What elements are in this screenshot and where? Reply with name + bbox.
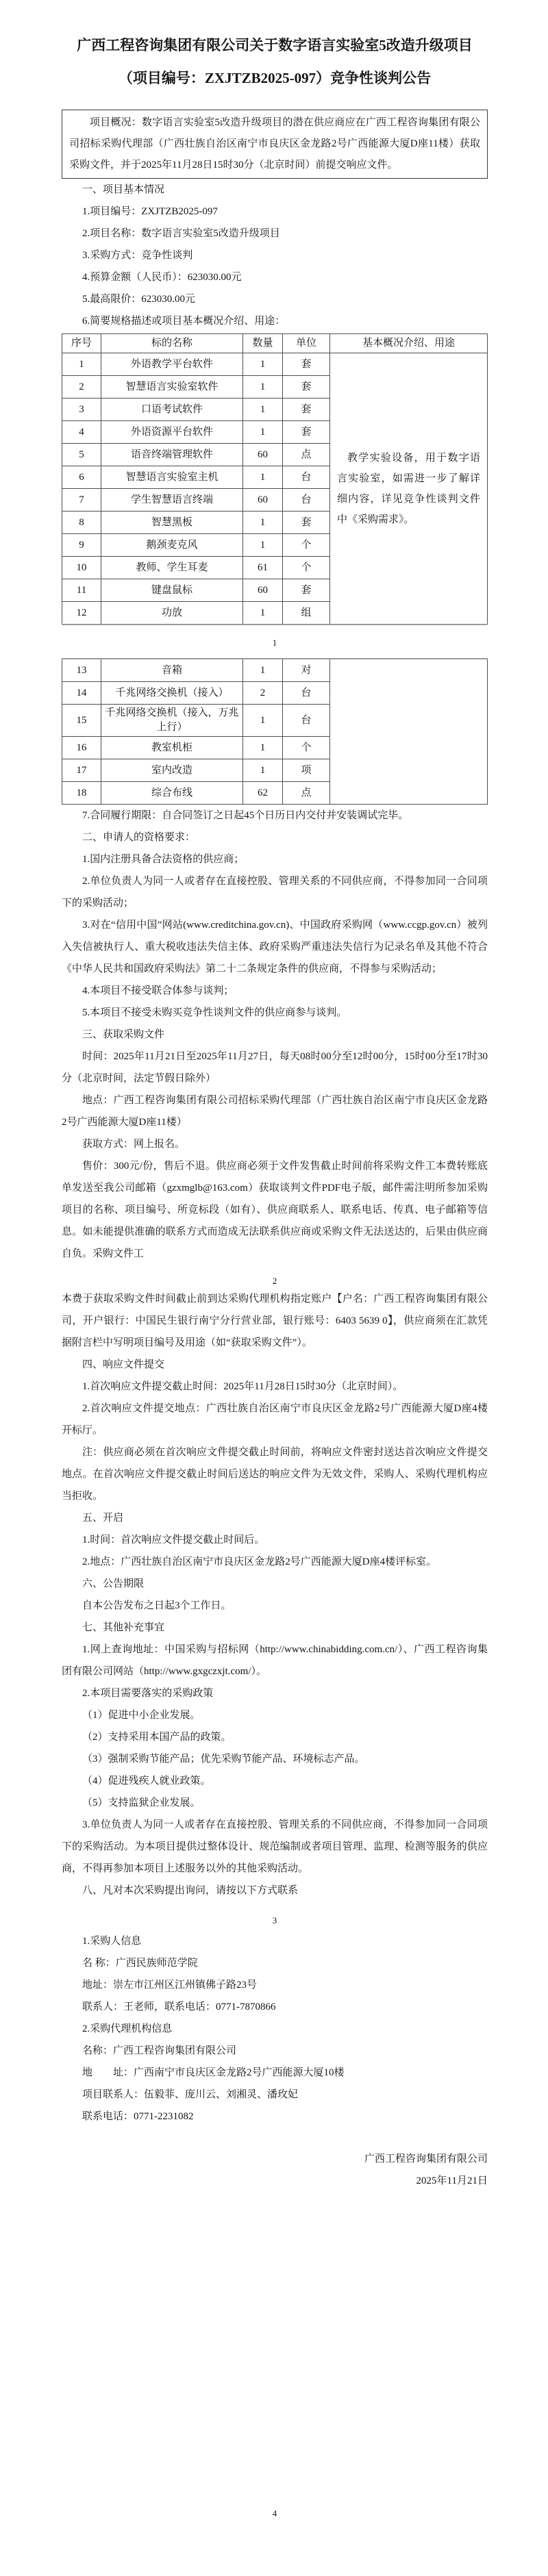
- signature-date: 2025年11月21日: [416, 2175, 488, 2186]
- s7-item-1: 1.网上查询地址：中国采购与招标网（http://www.chinabidding.com.cn/）、广西工程咨询集团有限公司网站（http://www.gxgczxjt.com/）。: [62, 1644, 488, 1677]
- cell-qty: 1: [243, 534, 283, 557]
- agency-phone: 联系电话：0771-2231082: [82, 2111, 194, 2122]
- cell-name: 智慧黑板: [101, 512, 243, 534]
- purchaser-address: 地址：崇左市江州区江州镇佛子路23号: [82, 1980, 258, 1991]
- s2-item-1: 1.国内注册具备合法资格的供应商；: [82, 854, 245, 865]
- s3-price-part1: 售价：300元/份，售后不退。供应商必须于文件发售截止时间前将采购文件工本费转账底单发送至我公司邮箱（gzxmglb@163.com）获取谈判文件PDF电子版，邮件需注明所参加采购项目的名称、项目编号、所竞标段（如有）、供应商联系人、联系电话、传真、电子邮箱等信息。如未能提供准确的联系方式而造成无法联系供应商或采购文件无法送达的，后果由供应商自负。采购文件工: [62, 1161, 488, 1259]
- cell-qty: 60: [243, 579, 283, 602]
- s1-item-project-name: 2.项目名称：数字语言实验室5改造升级项目: [82, 228, 280, 239]
- s7-item-3: 3.单位负责人为同一人或者存在直接控股、管理关系的不同供应商，不得参加同一合同项下的采购活动。为本项目提供过整体设计、规范编制或者项目管理、监理、检测等服务的供应商，不得再参加本项目上述服务以外的其他采购活动。: [62, 1819, 488, 1874]
- s1-item-contract-term: 7.合同履行期限：自合同签订之日起45个日历日内交付并安装调试完毕。: [82, 810, 409, 821]
- cell-no: 18: [62, 782, 101, 805]
- cell-unit: 个: [283, 737, 330, 759]
- cell-name: 智慧语言实验室主机: [101, 466, 243, 489]
- cell-no: 4: [62, 421, 101, 444]
- section-7-heading: 七、其他补充事宜: [82, 1622, 165, 1633]
- cell-name: 功放: [101, 602, 243, 625]
- cell-qty: 1: [243, 705, 283, 737]
- cell-no: 9: [62, 534, 101, 557]
- cell-qty: 61: [243, 557, 283, 579]
- table-row: [62, 659, 488, 682]
- table-header-row: [62, 334, 488, 353]
- cell-name: 教室机柜: [101, 737, 243, 759]
- doc-title-line2: （项目编号：ZXJTZB2025-097）竞争性谈判公告: [118, 70, 432, 86]
- cell-no: 10: [62, 557, 101, 579]
- s3-method: 获取方式：网上报名。: [82, 1139, 186, 1150]
- cell-no: 7: [62, 489, 101, 512]
- cell-no: 8: [62, 512, 101, 534]
- cell-unit: 个: [283, 557, 330, 579]
- s5-item-2: 2.地点：广西壮族自治区南宁市良庆区金龙路2号广西能源大厦D座4楼评标室。: [82, 1556, 437, 1567]
- col-header-qty: 数量: [243, 334, 283, 353]
- col-header-unit: 单位: [283, 334, 330, 353]
- cell-unit: 套: [283, 579, 330, 602]
- cell-name: 口语考试软件: [101, 399, 243, 421]
- purchaser-name: 名 称：广西民族师范学院: [82, 1958, 198, 1969]
- table-merged-empty: [330, 659, 488, 805]
- s2-item-2: 2.单位负责人为同一人或者存在直接控股、管理关系的不同供应商，不得参加同一合同项下的采购活动；: [62, 876, 488, 909]
- s1-item-budget: 4.预算金额（人民币）：623030.00元: [82, 272, 242, 283]
- s7-item-2: 2.本项目需要落实的采购政策: [82, 1688, 214, 1699]
- cell-name: 鹅颈麦克风: [101, 534, 243, 557]
- cell-unit: 台: [283, 705, 330, 737]
- cell-unit: 项: [283, 759, 330, 782]
- cell-qty: 62: [243, 782, 283, 805]
- cell-no: 3: [62, 399, 101, 421]
- cell-name: 千兆网络交换机（接入，万兆上行）: [101, 705, 243, 737]
- s5-item-1: 1.时间：首次响应文件提交截止时间后。: [82, 1535, 265, 1545]
- cell-qty: 1: [243, 602, 283, 625]
- cell-name: 语音终端管理软件: [101, 444, 243, 466]
- col-header-name: 标的名称: [101, 334, 243, 353]
- page-number-2: 2: [272, 1276, 277, 1286]
- page-number-1: 1: [272, 637, 277, 648]
- s6-body: 自本公告发布之日起3个工作日。: [82, 1600, 232, 1611]
- cell-no: 14: [62, 682, 101, 705]
- cell-name: 学生智慧语言终端: [101, 489, 243, 512]
- s7-policy-1: （1）促进中小企业发展。: [82, 1710, 201, 1721]
- goods-table-part2: [62, 658, 488, 805]
- col-header-no: 序号: [62, 334, 101, 353]
- s4-item-2: 2.首次响应文件提交地点：广西壮族自治区南宁市良庆区金龙路2号广西能源大厦D座4楼开标厅。: [62, 1403, 488, 1436]
- cell-no: 17: [62, 759, 101, 782]
- section-3-heading: 三、获取采购文件: [82, 1029, 165, 1040]
- section-4-heading: 四、响应文件提交: [82, 1359, 165, 1370]
- table-merged-note: 教学实验设备，用于数字语言实验室，如需进一步了解详细内容，详见竞争性谈判文件中《采购需求》。: [330, 353, 488, 625]
- cell-name: 音箱: [101, 659, 243, 682]
- agency-name: 名称：广西工程咨询集团有限公司: [82, 2045, 237, 2056]
- s3-place: 地点：广西工程咨询集团有限公司招标采购代理部（广西壮族自治区南宁市良庆区金龙路2号广西能源大厦D座11楼）: [62, 1095, 488, 1128]
- page-number-3: 3: [272, 1915, 277, 1925]
- s2-item-3: 3.对在“信用中国”网站(www.creditchina.gov.cn)、中国政府采购网（www.ccgp.gov.cn）被列入失信被执行人、重大税收违法失信主体、政府采购严重违法失信行为记录名单及其他不符合《中华人民共和国政府采购法》第二十二条规定条件的供应商，不得参与采购活动；: [62, 920, 488, 974]
- goods-table-part1: [62, 333, 488, 625]
- s7-policy-4: （4）促进残疾人就业政策。: [82, 1776, 211, 1786]
- s1-item-spec-intro: 6.简要规格描述或项目基本概况介绍、用途：: [82, 316, 286, 327]
- cell-qty: 1: [243, 353, 283, 376]
- section-2-heading: 二、申请人的资格要求：: [82, 832, 196, 843]
- cell-no: 16: [62, 737, 101, 759]
- cell-unit: 台: [283, 682, 330, 705]
- cell-unit: 台: [283, 466, 330, 489]
- signature-company: 广西工程咨询集团有限公司: [364, 2154, 488, 2164]
- s4-item-1: 1.首次响应文件提交截止时间：2025年11月28日15时30分（北京时间）。: [82, 1381, 403, 1392]
- cell-unit: 套: [283, 353, 330, 376]
- cell-unit: 台: [283, 489, 330, 512]
- s4-note: 注：供应商必须在首次响应文件提交截止时间前，将响应文件密封送达首次响应文件提交地点。在首次响应文件提交截止时间后送达的响应文件为无效文件，采购人、采购代理机构应当拒收。: [62, 1447, 488, 1502]
- cell-name: 室内改造: [101, 759, 243, 782]
- page-number-4: 4: [272, 2508, 277, 2518]
- cell-qty: 60: [243, 489, 283, 512]
- cell-qty: 1: [243, 512, 283, 534]
- cell-qty: 1: [243, 421, 283, 444]
- s3-time: 时间：2025年11月21日至2025年11月27日，每天08时00分至12时00分，15时00分至17时30分（北京时间，法定节假日除外）: [62, 1051, 488, 1084]
- cell-unit: 点: [283, 444, 330, 466]
- agency-info-label: 2.采购代理机构信息: [82, 2023, 173, 2034]
- doc-title: [62, 29, 488, 94]
- cell-name: 键盘鼠标: [101, 579, 243, 602]
- section-1-heading: 一、项目基本情况: [82, 184, 165, 195]
- table-row: [62, 353, 488, 376]
- cell-unit: 套: [283, 421, 330, 444]
- cell-unit: 套: [283, 376, 330, 399]
- cell-no: 11: [62, 579, 101, 602]
- cell-qty: 1: [243, 376, 283, 399]
- cell-no: 2: [62, 376, 101, 399]
- cell-qty: 60: [243, 444, 283, 466]
- cell-unit: 组: [283, 602, 330, 625]
- cell-no: 5: [62, 444, 101, 466]
- section-8-heading: 八、凡对本次采购提出询问，请按以下方式联系: [82, 1885, 299, 1896]
- agency-contact: 项目联系人：伍毅菲、庞川云、刘湘灵、潘玫妃: [82, 2089, 299, 2100]
- cell-no: 6: [62, 466, 101, 489]
- s7-policy-3: （3）强制采购节能产品；优先采购节能产品、环境标志产品。: [82, 1754, 365, 1765]
- doc-title-line1: 广西工程咨询集团有限公司关于数字语言实验室5改造升级项目: [77, 37, 473, 53]
- section-5-heading: 五、开启: [82, 1513, 124, 1524]
- cell-no: 12: [62, 602, 101, 625]
- project-overview-text: 项目概况：数字语言实验室5改造升级项目的潜在供应商应在广西工程咨询集团有限公司招标采购代理部（广西壮族自治区南宁市良庆区金龙路2号广西能源大厦D座11楼）获取采购文件，并于2025年11月28日15时30分（北京时间）前提交响应文件。: [69, 117, 480, 171]
- purchaser-info-label: 1.采购人信息: [82, 1936, 142, 1947]
- cell-unit: 套: [283, 399, 330, 421]
- cell-unit: 套: [283, 512, 330, 534]
- cell-unit: 对: [283, 659, 330, 682]
- agency-address: 地 址：广西南宁市良庆区金龙路2号广西能源大厦10楼: [82, 2067, 345, 2078]
- s1-item-price-cap: 5.最高限价：623030.00元: [82, 294, 196, 305]
- project-overview-box: [62, 110, 488, 179]
- cell-name: 外语资源平台软件: [101, 421, 243, 444]
- s2-item-5: 5.本项目不接受未购买竞争性谈判文件的供应商参与谈判。: [82, 1007, 347, 1018]
- cell-name: 综合布线: [101, 782, 243, 805]
- s1-item-project-no: 1.项目编号：ZXJTZB2025-097: [82, 206, 218, 217]
- cell-name: 教师、学生耳麦: [101, 557, 243, 579]
- s1-item-method: 3.采购方式：竞争性谈判: [82, 250, 193, 261]
- col-header-desc: 基本概况介绍、用途: [330, 334, 488, 353]
- cell-no: 13: [62, 659, 101, 682]
- cell-qty: 2: [243, 682, 283, 705]
- cell-no: 1: [62, 353, 101, 376]
- cell-qty: 1: [243, 466, 283, 489]
- cell-unit: 点: [283, 782, 330, 805]
- cell-name: 千兆网络交换机（接入）: [101, 682, 243, 705]
- cell-qty: 1: [243, 659, 283, 682]
- s2-item-4: 4.本项目不接受联合体参与谈判；: [82, 985, 234, 996]
- s7-policy-5: （5）支持监狱企业发展。: [82, 1797, 201, 1808]
- purchaser-contact: 联系人：王老师，联系电话：0771-7870866: [82, 2002, 276, 2012]
- cell-qty: 1: [243, 737, 283, 759]
- cell-qty: 1: [243, 399, 283, 421]
- s3-price-part2: 本费于获取采购文件时间截止前到达采购代理机构指定账户【户名：广西工程咨询集团有限公司，开户银行：中国民生银行南宁分行营业部，银行账号：6403 5639 0】，供应商须在汇款凭据附言栏中写明项目编号及用途（如“获取采购文件”）。: [62, 1293, 488, 1348]
- section-6-heading: 六、公告期限: [82, 1578, 145, 1589]
- cell-name: 智慧语言实验室软件: [101, 376, 243, 399]
- cell-name: 外语教学平台软件: [101, 353, 243, 376]
- cell-qty: 1: [243, 759, 283, 782]
- cell-unit: 个: [283, 534, 330, 557]
- cell-no: 15: [62, 705, 101, 737]
- s7-policy-2: （2）支持采用本国产品的政策。: [82, 1732, 232, 1743]
